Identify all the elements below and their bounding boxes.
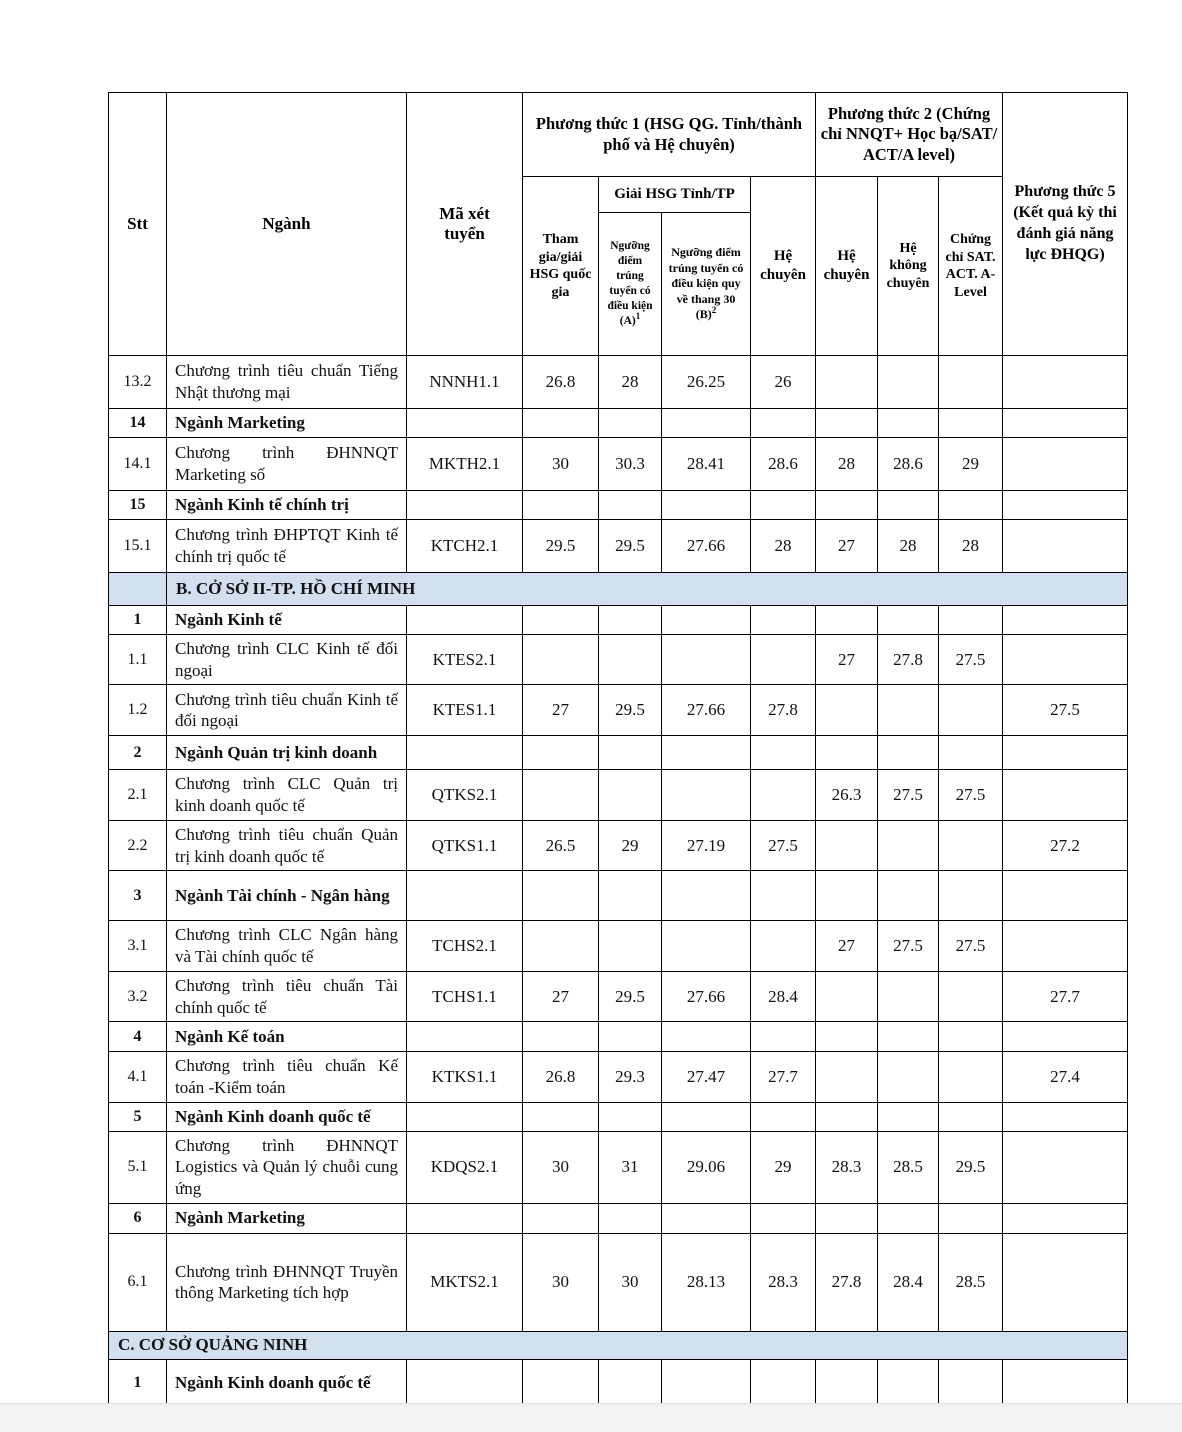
score-value: 28.13 xyxy=(662,1233,751,1331)
empty-score-cell xyxy=(751,606,816,635)
empty-score-cell xyxy=(878,409,939,438)
empty-score-cell xyxy=(816,871,878,921)
industry-group-row xyxy=(109,491,1128,520)
section-stt-cell xyxy=(109,573,167,606)
empty-score-cell xyxy=(662,1203,751,1233)
empty-score-cell xyxy=(878,1359,939,1406)
empty-score-cell xyxy=(523,634,599,685)
empty-score-cell xyxy=(816,491,878,520)
empty-score-cell xyxy=(662,871,751,921)
empty-score-cell xyxy=(599,1203,662,1233)
score-value: 30 xyxy=(523,438,599,491)
score-value: 26.8 xyxy=(523,356,599,409)
score-value: 27.66 xyxy=(662,971,751,1022)
empty-score-cell xyxy=(939,736,1003,770)
empty-score-cell xyxy=(1003,1359,1128,1406)
empty-score-cell xyxy=(407,491,523,520)
row-number: 1.2 xyxy=(109,685,167,736)
score-value: 29.5 xyxy=(599,971,662,1022)
admission-code: MKTH2.1 xyxy=(407,438,523,491)
empty-score-cell xyxy=(939,1203,1003,1233)
row-number: 13.2 xyxy=(109,356,167,409)
admission-code: TCHS1.1 xyxy=(407,971,523,1022)
score-value: 29 xyxy=(939,438,1003,491)
empty-score-cell xyxy=(599,736,662,770)
col-header-he-chuyen-pt1: Hệ chuyên xyxy=(751,177,816,356)
empty-score-cell xyxy=(1003,634,1128,685)
empty-score-cell xyxy=(816,606,878,635)
row-number: 3.2 xyxy=(109,971,167,1022)
admission-score-table xyxy=(108,92,1128,1407)
campus-section-row xyxy=(109,573,1128,606)
empty-score-cell xyxy=(939,820,1003,871)
program-row xyxy=(109,438,1128,491)
score-value: 28 xyxy=(939,520,1003,573)
campus-section-row xyxy=(109,1331,1128,1359)
empty-score-cell xyxy=(751,770,816,821)
row-number: 14 xyxy=(109,409,167,438)
row-number: 1 xyxy=(109,1359,167,1406)
row-number: 5.1 xyxy=(109,1131,167,1203)
program-row xyxy=(109,520,1128,573)
empty-score-cell xyxy=(523,491,599,520)
empty-score-cell xyxy=(1003,1102,1128,1131)
row-number: 4 xyxy=(109,1022,167,1052)
empty-score-cell xyxy=(816,685,878,736)
score-value: 26.25 xyxy=(662,356,751,409)
row-number: 14.1 xyxy=(109,438,167,491)
empty-score-cell xyxy=(816,1102,878,1131)
empty-score-cell xyxy=(939,409,1003,438)
industry-group-row xyxy=(109,736,1128,770)
score-value: 27.5 xyxy=(939,770,1003,821)
score-value: 27.8 xyxy=(751,685,816,736)
program-name: Chương trình ĐHNNQT Truyền thông Marketing tích hợp xyxy=(167,1233,407,1331)
score-value: 27.7 xyxy=(751,1052,816,1103)
empty-score-cell xyxy=(523,871,599,921)
empty-score-cell xyxy=(751,491,816,520)
empty-score-cell xyxy=(939,685,1003,736)
empty-score-cell xyxy=(599,634,662,685)
empty-score-cell xyxy=(816,1203,878,1233)
score-value: 27.5 xyxy=(878,921,939,972)
empty-score-cell xyxy=(523,1102,599,1131)
score-value: 27 xyxy=(816,520,878,573)
empty-score-cell xyxy=(751,736,816,770)
empty-score-cell xyxy=(751,409,816,438)
empty-score-cell xyxy=(662,634,751,685)
row-number: 15.1 xyxy=(109,520,167,573)
empty-score-cell xyxy=(1003,1131,1128,1203)
score-value: 28.6 xyxy=(751,438,816,491)
score-value: 28.3 xyxy=(751,1233,816,1331)
score-value: 29.3 xyxy=(599,1052,662,1103)
score-value: 27.5 xyxy=(1003,685,1128,736)
empty-score-cell xyxy=(407,736,523,770)
program-row xyxy=(109,921,1128,972)
admission-code: KTKS1.1 xyxy=(407,1052,523,1103)
footnote-2-marker: 2 xyxy=(711,305,717,316)
program-name: Chương trình CLC Ngân hàng và Tài chính quốc tế xyxy=(167,921,407,972)
empty-score-cell xyxy=(878,491,939,520)
empty-score-cell xyxy=(662,1102,751,1131)
row-number: 1.1 xyxy=(109,634,167,685)
empty-score-cell xyxy=(878,1203,939,1233)
program-name: Chương trình ĐHPTQT Kinh tế chính trị quốc tế xyxy=(167,520,407,573)
empty-score-cell xyxy=(407,1359,523,1406)
score-value: 29.06 xyxy=(662,1131,751,1203)
col-header-phuong-thuc-2: Phương thức 2 (Chứng chỉ NNQT+ Học bạ/SAT/ ACT/A level) xyxy=(816,93,1003,177)
admission-code: QTKS2.1 xyxy=(407,770,523,821)
score-value: 28.6 xyxy=(878,438,939,491)
industry-name: Ngành Kinh tế xyxy=(167,606,407,635)
empty-score-cell xyxy=(751,871,816,921)
empty-score-cell xyxy=(523,921,599,972)
empty-score-cell xyxy=(878,685,939,736)
col-header-ma-label: Mã xét tuyển xyxy=(439,203,490,243)
industry-group-row xyxy=(109,606,1128,635)
col-header-tham-gia-hsg: Tham gia/giải HSG quốc gia xyxy=(523,177,599,356)
empty-score-cell xyxy=(816,1022,878,1052)
score-value: 28.5 xyxy=(939,1233,1003,1331)
industry-name: Ngành Marketing xyxy=(167,409,407,438)
industry-name: Ngành Marketing xyxy=(167,1203,407,1233)
row-number: 1 xyxy=(109,606,167,635)
industry-group-row xyxy=(109,1022,1128,1052)
empty-score-cell xyxy=(1003,1022,1128,1052)
empty-score-cell xyxy=(939,491,1003,520)
industry-name: Ngành Kinh doanh quốc tế xyxy=(167,1102,407,1131)
empty-score-cell xyxy=(599,770,662,821)
score-value: 26.3 xyxy=(816,770,878,821)
program-row xyxy=(109,1052,1128,1103)
empty-score-cell xyxy=(523,770,599,821)
col-header-giai-hsg-tinh-tp: Giải HSG Tỉnh/TP xyxy=(599,177,751,213)
empty-score-cell xyxy=(878,1102,939,1131)
table-header xyxy=(109,93,1128,356)
program-row xyxy=(109,634,1128,685)
empty-score-cell xyxy=(662,1022,751,1052)
score-value: 28.5 xyxy=(878,1131,939,1203)
campus-section-label: C. CƠ SỞ QUẢNG NINH xyxy=(109,1331,1128,1359)
empty-score-cell xyxy=(939,1359,1003,1406)
industry-name: Ngành Quản trị kinh doanh xyxy=(167,736,407,770)
empty-score-cell xyxy=(751,921,816,972)
col-header-nganh: Ngành xyxy=(167,93,407,356)
score-value: 28 xyxy=(816,438,878,491)
empty-score-cell xyxy=(1003,438,1128,491)
empty-score-cell xyxy=(816,971,878,1022)
empty-score-cell xyxy=(1003,736,1128,770)
row-number: 3.1 xyxy=(109,921,167,972)
score-value: 28.4 xyxy=(751,971,816,1022)
empty-score-cell xyxy=(407,1022,523,1052)
empty-score-cell xyxy=(662,409,751,438)
empty-score-cell xyxy=(939,871,1003,921)
score-value: 27 xyxy=(816,921,878,972)
program-name: Chương trình tiêu chuẩn Kế toán -Kiểm toán xyxy=(167,1052,407,1103)
empty-score-cell xyxy=(1003,1203,1128,1233)
empty-score-cell xyxy=(407,871,523,921)
row-number: 6 xyxy=(109,1203,167,1233)
nguong-a-label: Ngưỡng điểm trúng tuyển có điều kiện (A) xyxy=(607,240,653,327)
empty-score-cell xyxy=(816,356,878,409)
empty-score-cell xyxy=(1003,409,1128,438)
empty-score-cell xyxy=(1003,520,1128,573)
row-number: 6.1 xyxy=(109,1233,167,1331)
score-value: 27.8 xyxy=(878,634,939,685)
program-name: Chương trình CLC Quản trị kinh doanh quốc tế xyxy=(167,770,407,821)
admission-code: MKTS2.1 xyxy=(407,1233,523,1331)
program-name: Chương trình CLC Kinh tế đối ngoại xyxy=(167,634,407,685)
industry-name: Ngành Tài chính - Ngân hàng xyxy=(167,871,407,921)
industry-name: Ngành Kinh tế chính trị xyxy=(167,491,407,520)
row-number: 2.1 xyxy=(109,770,167,821)
empty-score-cell xyxy=(599,1359,662,1406)
score-value: 29 xyxy=(751,1131,816,1203)
industry-group-row xyxy=(109,1102,1128,1131)
score-value: 28 xyxy=(878,520,939,573)
score-value: 30 xyxy=(523,1233,599,1331)
col-header-chung-chi-sat-act: Chứng chỉ SAT. ACT. A-Level xyxy=(939,177,1003,356)
score-value: 27.66 xyxy=(662,685,751,736)
empty-score-cell xyxy=(816,1359,878,1406)
industry-name: Ngành Kế toán xyxy=(167,1022,407,1052)
page-bottom-divider xyxy=(0,1403,1182,1432)
col-header-stt: Stt xyxy=(109,93,167,356)
row-number: 15 xyxy=(109,491,167,520)
row-number: 5 xyxy=(109,1102,167,1131)
score-value: 28 xyxy=(599,356,662,409)
score-value: 27.19 xyxy=(662,820,751,871)
score-value: 27.5 xyxy=(878,770,939,821)
empty-score-cell xyxy=(1003,356,1128,409)
empty-score-cell xyxy=(1003,770,1128,821)
row-number: 2 xyxy=(109,736,167,770)
empty-score-cell xyxy=(878,606,939,635)
col-header-ma-xet-tuyen xyxy=(407,93,523,356)
empty-score-cell xyxy=(407,409,523,438)
admission-code: KTES2.1 xyxy=(407,634,523,685)
program-name: Chương trình tiêu chuẩn Tiếng Nhật thương mại xyxy=(167,356,407,409)
score-value: 29.5 xyxy=(939,1131,1003,1203)
empty-score-cell xyxy=(1003,606,1128,635)
score-value: 27.5 xyxy=(751,820,816,871)
empty-score-cell xyxy=(662,736,751,770)
empty-score-cell xyxy=(878,971,939,1022)
empty-score-cell xyxy=(599,409,662,438)
row-number: 2.2 xyxy=(109,820,167,871)
empty-score-cell xyxy=(662,770,751,821)
score-value: 29 xyxy=(599,820,662,871)
score-value: 27 xyxy=(523,971,599,1022)
program-name: Chương trình ĐHNNQT Marketing số xyxy=(167,438,407,491)
empty-score-cell xyxy=(599,921,662,972)
score-value: 27.2 xyxy=(1003,820,1128,871)
empty-score-cell xyxy=(599,1102,662,1131)
empty-score-cell xyxy=(816,820,878,871)
empty-score-cell xyxy=(599,871,662,921)
score-value: 28.4 xyxy=(878,1233,939,1331)
empty-score-cell xyxy=(939,1052,1003,1103)
program-row xyxy=(109,1233,1128,1331)
empty-score-cell xyxy=(1003,1233,1128,1331)
empty-score-cell xyxy=(751,1102,816,1131)
empty-score-cell xyxy=(1003,871,1128,921)
empty-score-cell xyxy=(523,1022,599,1052)
score-value: 28 xyxy=(751,520,816,573)
empty-score-cell xyxy=(751,1022,816,1052)
empty-score-cell xyxy=(523,1203,599,1233)
program-name: Chương trình tiêu chuẩn Kinh tế đối ngoại xyxy=(167,685,407,736)
industry-name: Ngành Kinh doanh quốc tế xyxy=(167,1359,407,1406)
score-value: 27 xyxy=(816,634,878,685)
score-value: 26 xyxy=(751,356,816,409)
empty-score-cell xyxy=(662,491,751,520)
empty-score-cell xyxy=(599,1022,662,1052)
admission-code: TCHS2.1 xyxy=(407,921,523,972)
industry-group-row xyxy=(109,871,1128,921)
footnote-1-marker: 1 xyxy=(635,311,641,322)
empty-score-cell xyxy=(407,1102,523,1131)
empty-score-cell xyxy=(662,606,751,635)
score-value: 26.8 xyxy=(523,1052,599,1103)
empty-score-cell xyxy=(939,356,1003,409)
score-value: 27 xyxy=(523,685,599,736)
col-header-he-chuyen-pt2: Hệ chuyên xyxy=(816,177,878,356)
program-row xyxy=(109,1131,1128,1203)
empty-score-cell xyxy=(662,921,751,972)
empty-score-cell xyxy=(816,1052,878,1103)
program-row xyxy=(109,685,1128,736)
score-value: 28.41 xyxy=(662,438,751,491)
admission-code: KDQS2.1 xyxy=(407,1131,523,1203)
col-header-nguong-diem-a xyxy=(599,213,662,356)
empty-score-cell xyxy=(878,356,939,409)
nguong-b-label: Ngưỡng điểm trúng tuyển có điều kiện quy về thang 30 (B) xyxy=(668,245,744,322)
score-value: 30 xyxy=(599,1233,662,1331)
score-value: 30.3 xyxy=(599,438,662,491)
empty-score-cell xyxy=(816,736,878,770)
empty-score-cell xyxy=(599,606,662,635)
program-row xyxy=(109,971,1128,1022)
score-value: 27.8 xyxy=(816,1233,878,1331)
empty-score-cell xyxy=(751,1203,816,1233)
score-value: 31 xyxy=(599,1131,662,1203)
empty-score-cell xyxy=(523,409,599,438)
col-header-nguong-diem-b xyxy=(662,213,751,356)
program-row xyxy=(109,356,1128,409)
program-row xyxy=(109,820,1128,871)
score-value: 28.3 xyxy=(816,1131,878,1203)
empty-score-cell xyxy=(523,606,599,635)
campus-section-label: B. CỞ SỞ II-TP. HỒ CHÍ MINH xyxy=(167,573,1128,606)
row-number: 4.1 xyxy=(109,1052,167,1103)
score-value: 27.4 xyxy=(1003,1052,1128,1103)
empty-score-cell xyxy=(816,409,878,438)
empty-score-cell xyxy=(939,606,1003,635)
empty-score-cell xyxy=(939,1102,1003,1131)
empty-score-cell xyxy=(939,1022,1003,1052)
score-value: 27.7 xyxy=(1003,971,1128,1022)
score-value: 30 xyxy=(523,1131,599,1203)
empty-score-cell xyxy=(1003,921,1128,972)
empty-score-cell xyxy=(878,871,939,921)
empty-score-cell xyxy=(407,1203,523,1233)
empty-score-cell xyxy=(523,1359,599,1406)
score-value: 29.5 xyxy=(599,685,662,736)
industry-group-row xyxy=(109,1359,1128,1406)
empty-score-cell xyxy=(751,1359,816,1406)
score-value: 26.5 xyxy=(523,820,599,871)
col-header-he-khong-chuyen: Hệ không chuyên xyxy=(878,177,939,356)
score-value: 27.47 xyxy=(662,1052,751,1103)
program-name: Chương trình tiêu chuẩn Quản trị kinh doanh quốc tế xyxy=(167,820,407,871)
program-name: Chương trình ĐHNNQT Logistics và Quản lý chuỗi cung ứng xyxy=(167,1131,407,1203)
score-value: 29.5 xyxy=(523,520,599,573)
table-body xyxy=(109,356,1128,1407)
row-number: 3 xyxy=(109,871,167,921)
industry-group-row xyxy=(109,1203,1128,1233)
empty-score-cell xyxy=(939,971,1003,1022)
col-header-phuong-thuc-5: Phương thức 5 (Kết quả kỳ thi đánh giá năng lực ĐHQG) xyxy=(1003,93,1128,356)
admission-code: QTKS1.1 xyxy=(407,820,523,871)
program-name: Chương trình tiêu chuẩn Tài chính quốc tế xyxy=(167,971,407,1022)
admission-code: KTES1.1 xyxy=(407,685,523,736)
empty-score-cell xyxy=(878,736,939,770)
empty-score-cell xyxy=(599,491,662,520)
empty-score-cell xyxy=(407,606,523,635)
empty-score-cell xyxy=(878,1022,939,1052)
admission-code: NNNH1.1 xyxy=(407,356,523,409)
empty-score-cell xyxy=(751,634,816,685)
industry-group-row xyxy=(109,409,1128,438)
col-header-phuong-thuc-1: Phương thức 1 (HSG QG. Tỉnh/thành phố và Hệ chuyên) xyxy=(523,93,816,177)
empty-score-cell xyxy=(1003,491,1128,520)
admission-code: KTCH2.1 xyxy=(407,520,523,573)
score-value: 29.5 xyxy=(599,520,662,573)
program-row xyxy=(109,770,1128,821)
score-value: 27.5 xyxy=(939,921,1003,972)
score-value: 27.5 xyxy=(939,634,1003,685)
score-value: 27.66 xyxy=(662,520,751,573)
empty-score-cell xyxy=(878,1052,939,1103)
empty-score-cell xyxy=(523,736,599,770)
empty-score-cell xyxy=(662,1359,751,1406)
empty-score-cell xyxy=(878,820,939,871)
